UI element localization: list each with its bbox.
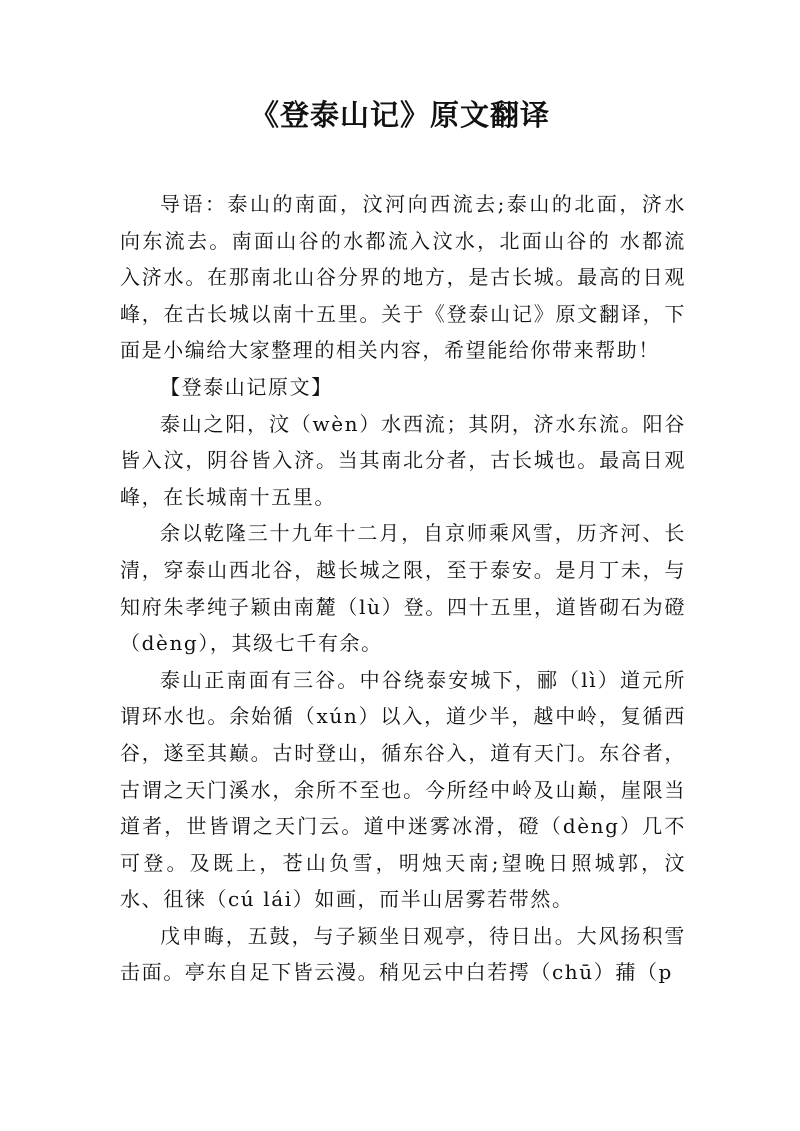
original-text-paragraph-3: 泰山正南面有三谷。中谷绕泰安城下，郦（lì）道元所谓环水也。余始循（xún）以入，道少半，越中岭，复循西谷，遂至其巅。古时登山，循东谷入，道有天门。东谷者，古谓之天门溪水，余所不至也。今所经中岭及山巅，崖限当道者，世皆谓之天门云。道中迷雾冰滑，磴（dèng）几不可登。及既上，苍山负雪，明烛天南;望晚日照城郭，汶水、徂徕（cú lái）如画，而半山居雾若带然。 bbox=[120, 667, 686, 912]
page-title: 《登泰山记》原文翻译 bbox=[249, 98, 550, 132]
section-heading: 【登泰山记原文】 bbox=[160, 374, 333, 399]
original-text-paragraph-1: 泰山之阳，汶（wèn）水西流；其阴，济水东流。阳谷皆入汶，阴谷皆入济。当其南北分者，古长城也。最高日观峰，在长城南十五里。 bbox=[120, 411, 686, 509]
original-text-paragraph-2: 余以乾隆三十九年十二月，自京师乘风雪，历齐河、长清，穿泰山西北谷，越长城之限，至于泰安。是月丁未，与知府朱孝纯子颖由南麓（lù）登。四十五里，道皆砌石为磴（dèng），其级七千有余。 bbox=[120, 521, 686, 656]
intro-paragraph: 导语：泰山的南面，汶河向西流去;泰山的北面，济水向东流去。南面山谷的水都流入汶水，北面山谷的 水都流入济水。在那南北山谷分界的地方，是古长城。最高的日观峰，在古长城以南十五里。关于《登泰山记》原文翻译，下面是小编给大家整理的相关内容，希望能给你带来帮助！ bbox=[120, 192, 686, 363]
document-body bbox=[120, 186, 686, 991]
original-text-paragraph-4: 戊申晦，五鼓，与子颍坐日观亭，待日出。大风扬积雪击面。亭东自足下皆云漫。稍见云中白若摴（chū）蒱（p bbox=[120, 923, 686, 985]
